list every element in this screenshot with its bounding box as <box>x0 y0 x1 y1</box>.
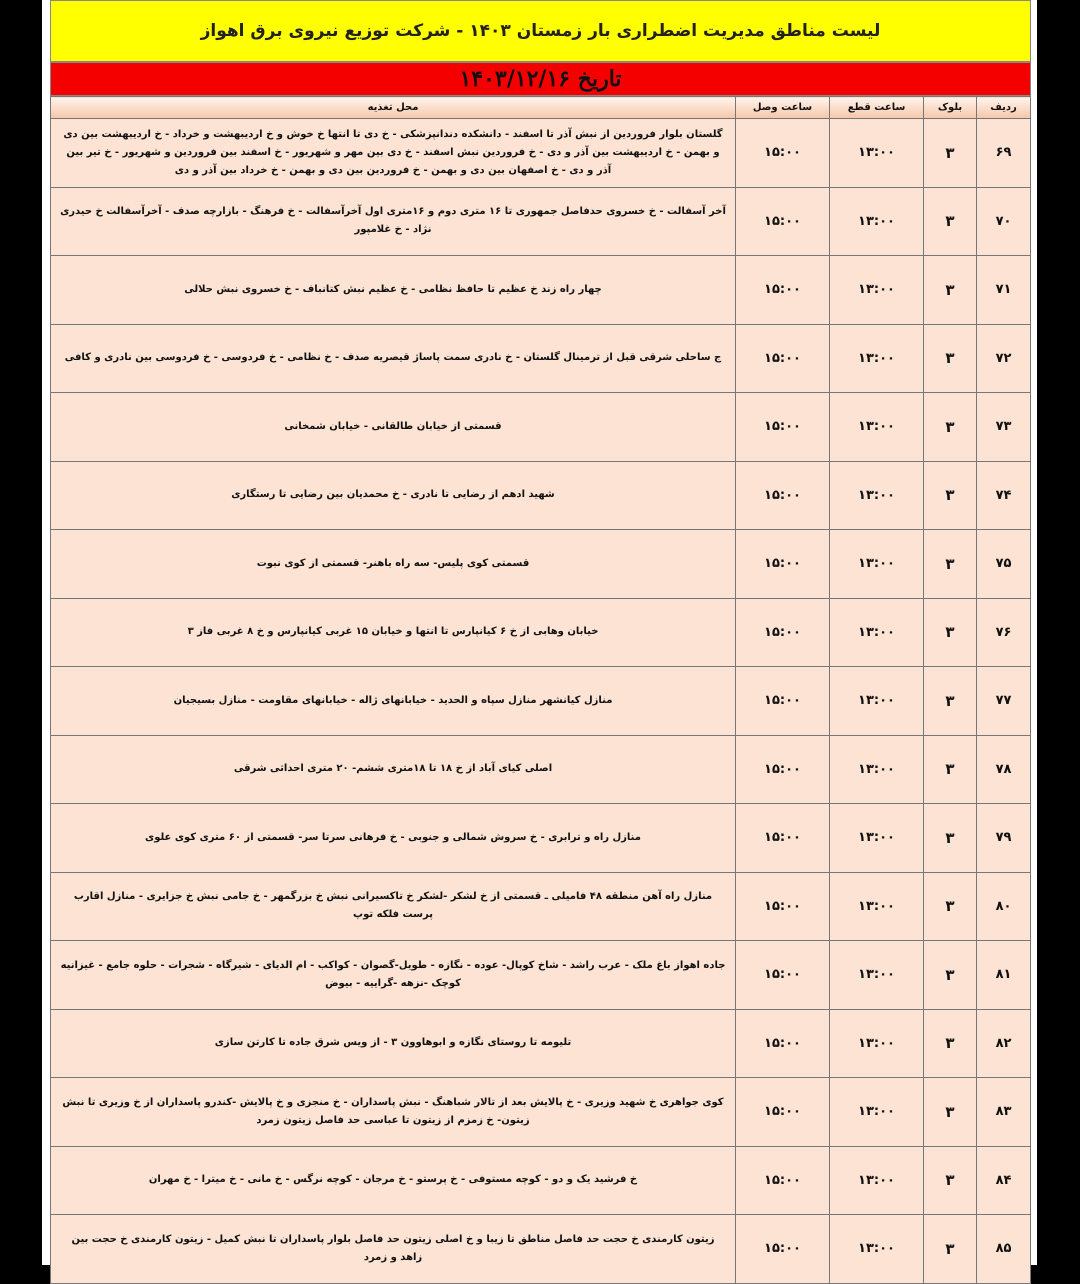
cell-restore-time: ۱۵:۰۰ <box>736 119 830 188</box>
cell-block: ۳ <box>924 941 977 1010</box>
cell-cut-time: ۱۳:۰۰ <box>830 256 924 325</box>
cell-row-number: ۷۹ <box>977 804 1031 873</box>
cell-restore-time: ۱۵:۰۰ <box>736 735 830 804</box>
date-banner: تاریخ ۱۴۰۳/۱۲/۱۶ <box>50 62 1031 96</box>
cell-cut-time: ۱۳:۰۰ <box>830 1146 924 1215</box>
cell-restore-time: ۱۵:۰۰ <box>736 1078 830 1147</box>
cell-row-number: ۷۰ <box>977 187 1031 256</box>
cell-row-number: ۶۹ <box>977 119 1031 188</box>
cell-row-number: ۸۴ <box>977 1146 1031 1215</box>
cell-cut-time: ۱۳:۰۰ <box>830 1009 924 1078</box>
column-header-block: بلوک <box>924 97 977 119</box>
cell-row-number: ۷۱ <box>977 256 1031 325</box>
column-header-row-number: ردیف <box>977 97 1031 119</box>
table-header-row <box>51 97 1031 119</box>
cell-cut-time: ۱۳:۰۰ <box>830 735 924 804</box>
cell-restore-time: ۱۵:۰۰ <box>736 324 830 393</box>
cell-cut-time: ۱۳:۰۰ <box>830 324 924 393</box>
cell-cut-time: ۱۳:۰۰ <box>830 187 924 256</box>
cell-row-number: ۸۵ <box>977 1215 1031 1284</box>
cell-row-number: ۷۳ <box>977 393 1031 462</box>
cell-block: ۳ <box>924 1009 977 1078</box>
table-row <box>51 1078 1031 1147</box>
table-row <box>51 1215 1031 1284</box>
cell-cut-time: ۱۳:۰۰ <box>830 598 924 667</box>
column-header-restore-time: ساعت وصل <box>736 97 830 119</box>
cell-row-number: ۸۰ <box>977 872 1031 941</box>
cell-cut-time: ۱۳:۰۰ <box>830 667 924 736</box>
table-row <box>51 735 1031 804</box>
cell-cut-time: ۱۳:۰۰ <box>830 941 924 1010</box>
table-row <box>51 119 1031 188</box>
cell-location: زیتون کارمندی خ حجت حد فاصل مناطق تا زیبا و خ اصلی زیتون حد فاصل بلوار پاسداران تا نبش کمیل - زیتون کارمندی خ حجت بین زاهد و زمرد <box>51 1215 736 1284</box>
cell-block: ۳ <box>924 119 977 188</box>
table-row <box>51 461 1031 530</box>
cell-location: گلستان بلوار فروردین از نبش آذر تا اسفند - دانشکده دندانپزشکی - خ دی تا انتها خ خوش و خ اردیبهشت و خرداد - خ اردیبهشت بین دی و بهمن - خ اردیبهشت بین آذر و دی - خ فروردین نبش اسفند - خ دی بین مهر و شهریور - خ اسفند بین فروردین و شهریور - خ تیر بین آذر و دی - خ اصفهان بین دی و بهمن - خ فروردین بین دی و بهمن - خ خرداد بین آذر و دی <box>51 119 736 188</box>
cell-block: ۳ <box>924 187 977 256</box>
cell-restore-time: ۱۵:۰۰ <box>736 1146 830 1215</box>
cell-row-number: ۷۵ <box>977 530 1031 599</box>
cell-cut-time: ۱۳:۰۰ <box>830 1215 924 1284</box>
cell-cut-time: ۱۳:۰۰ <box>830 530 924 599</box>
cell-location: چهار راه زند خ عظیم تا حافظ نظامی - خ عظیم نبش کتانباف - خ خسروی نبش حلالی <box>51 256 736 325</box>
cell-restore-time: ۱۵:۰۰ <box>736 1009 830 1078</box>
cell-block: ۳ <box>924 872 977 941</box>
cell-location: تلیومه تا روستای نگازه و ابوهاوون ۳ - از ویس شرق جاده تا کارتن سازی <box>51 1009 736 1078</box>
cell-cut-time: ۱۳:۰۰ <box>830 804 924 873</box>
cell-block: ۳ <box>924 735 977 804</box>
cell-block: ۳ <box>924 324 977 393</box>
cell-restore-time: ۱۵:۰۰ <box>736 804 830 873</box>
cell-row-number: ۷۸ <box>977 735 1031 804</box>
table-row <box>51 804 1031 873</box>
cell-location: شهید ادهم از رضایی تا نادری - خ محمدیان بین رضایی تا رستگاری <box>51 461 736 530</box>
cell-location: آخر آسفالت - خ خسروی حدفاصل جمهوری تا ۱۶ متری دوم و ۱۶متری اول آخرآسفالت - خ فرهنگ - بازارچه صدف - آخرآسفالت خ حیدری نژاد - خ غلامپور <box>51 187 736 256</box>
cell-restore-time: ۱۵:۰۰ <box>736 1215 830 1284</box>
table-row <box>51 1146 1031 1215</box>
table-row <box>51 598 1031 667</box>
cell-restore-time: ۱۵:۰۰ <box>736 461 830 530</box>
table-row <box>51 941 1031 1010</box>
cell-location: کوی جواهری خ شهید وزیری - خ پالایش بعد از تالار شباهنگ - نبش پاسداران - خ منجزی و خ پالایش -کندرو پاسداران از خ وزیری تا نبش زیتون- خ زمزم از زیتون تا عباسی حد فاصل زیتون زمرد <box>51 1078 736 1147</box>
document-page <box>42 0 1037 1265</box>
cell-row-number: ۷۲ <box>977 324 1031 393</box>
table-row <box>51 393 1031 462</box>
cell-restore-time: ۱۵:۰۰ <box>736 941 830 1010</box>
cell-row-number: ۷۴ <box>977 461 1031 530</box>
cell-cut-time: ۱۳:۰۰ <box>830 1078 924 1147</box>
cell-location: جاده اهواز باغ ملک - عرب راشد - شاخ کوپال- عوده - نگازه - طویل-گصوان - کواکب - ام الدیای - شیرگاه - شجرات - حلوه جامع - غیزانیه کوچک -نزهه -گراییه - بیوض <box>51 941 736 1010</box>
table-body <box>51 119 1031 1284</box>
column-header-location: محل تغذیه <box>51 97 736 119</box>
table-row <box>51 530 1031 599</box>
table-row <box>51 1009 1031 1078</box>
cell-location: خیابان وهابی از خ ۶ کیانپارس تا انتها و خیابان ۱۵ غربی کیانپارس و خ ۸ غربی فاز ۳ <box>51 598 736 667</box>
cell-restore-time: ۱۵:۰۰ <box>736 872 830 941</box>
cell-cut-time: ۱۳:۰۰ <box>830 872 924 941</box>
table-row <box>51 872 1031 941</box>
cell-block: ۳ <box>924 530 977 599</box>
cell-block: ۳ <box>924 393 977 462</box>
cell-location: اصلی کیای آباد از خ ۱۸ تا ۱۸متری ششم- ۲۰ متری احداثی شرقی <box>51 735 736 804</box>
cell-location: منازل راه آهن منطقه ۴۸ فامیلی ـ قسمتی از خ لشکر -لشکر خ تاکسیرانی نبش خ بزرگمهر - خ جامی نبش خ جزایری - منازل اقارب پرست فلکه توپ <box>51 872 736 941</box>
cell-row-number: ۷۶ <box>977 598 1031 667</box>
cell-cut-time: ۱۳:۰۰ <box>830 461 924 530</box>
cell-restore-time: ۱۵:۰۰ <box>736 187 830 256</box>
cell-block: ۳ <box>924 256 977 325</box>
cell-restore-time: ۱۵:۰۰ <box>736 256 830 325</box>
cell-block: ۳ <box>924 1215 977 1284</box>
table-row <box>51 187 1031 256</box>
page-title: لیست مناطق مدیریت اضطراری بار زمستان ۱۴۰۳ - شرکت توزیع نیروی برق اهواز <box>50 0 1031 62</box>
cell-location: خ فرشید یک و دو - کوچه مستوفی - خ پرستو - خ مرجان - کوچه نرگس - خ مانی - خ میترا - خ مهران <box>51 1146 736 1215</box>
cell-cut-time: ۱۳:۰۰ <box>830 119 924 188</box>
cell-row-number: ۸۲ <box>977 1009 1031 1078</box>
cell-restore-time: ۱۵:۰۰ <box>736 598 830 667</box>
cell-location: قسمتی از خیابان طالقانی - خیابان شمخانی <box>51 393 736 462</box>
cell-row-number: ۸۱ <box>977 941 1031 1010</box>
cell-restore-time: ۱۵:۰۰ <box>736 393 830 462</box>
cell-restore-time: ۱۵:۰۰ <box>736 667 830 736</box>
cell-block: ۳ <box>924 1078 977 1147</box>
cell-row-number: ۷۷ <box>977 667 1031 736</box>
cell-row-number: ۸۳ <box>977 1078 1031 1147</box>
cell-block: ۳ <box>924 667 977 736</box>
cell-location: قسمتی کوی پلیس- سه راه باهنر- قسمتی از کوی نبوت <box>51 530 736 599</box>
table-row <box>51 324 1031 393</box>
cell-restore-time: ۱۵:۰۰ <box>736 530 830 599</box>
outage-table <box>50 96 1031 1284</box>
table-row <box>51 667 1031 736</box>
column-header-cut-time: ساعت قطع <box>830 97 924 119</box>
cell-block: ۳ <box>924 804 977 873</box>
cell-location: ج ساحلی شرقی قبل از ترمینال گلستان - خ نادری سمت پاساژ قیصریه صدف - خ نظامی - خ فردوسی - خ فردوسی بین نادری و کافی <box>51 324 736 393</box>
cell-location: منازل راه و ترابری - خ سروش شمالی و جنوبی - خ فرهانی سرتا سر- قسمتی از ۶۰ متری کوی علوی <box>51 804 736 873</box>
cell-block: ۳ <box>924 461 977 530</box>
table-row <box>51 256 1031 325</box>
cell-block: ۳ <box>924 598 977 667</box>
cell-cut-time: ۱۳:۰۰ <box>830 393 924 462</box>
cell-location: منازل کیانشهر منازل سپاه و الحدید - خیابانهای ژاله - خیابانهای مقاومت - منازل بسیجیان <box>51 667 736 736</box>
cell-block: ۳ <box>924 1146 977 1215</box>
